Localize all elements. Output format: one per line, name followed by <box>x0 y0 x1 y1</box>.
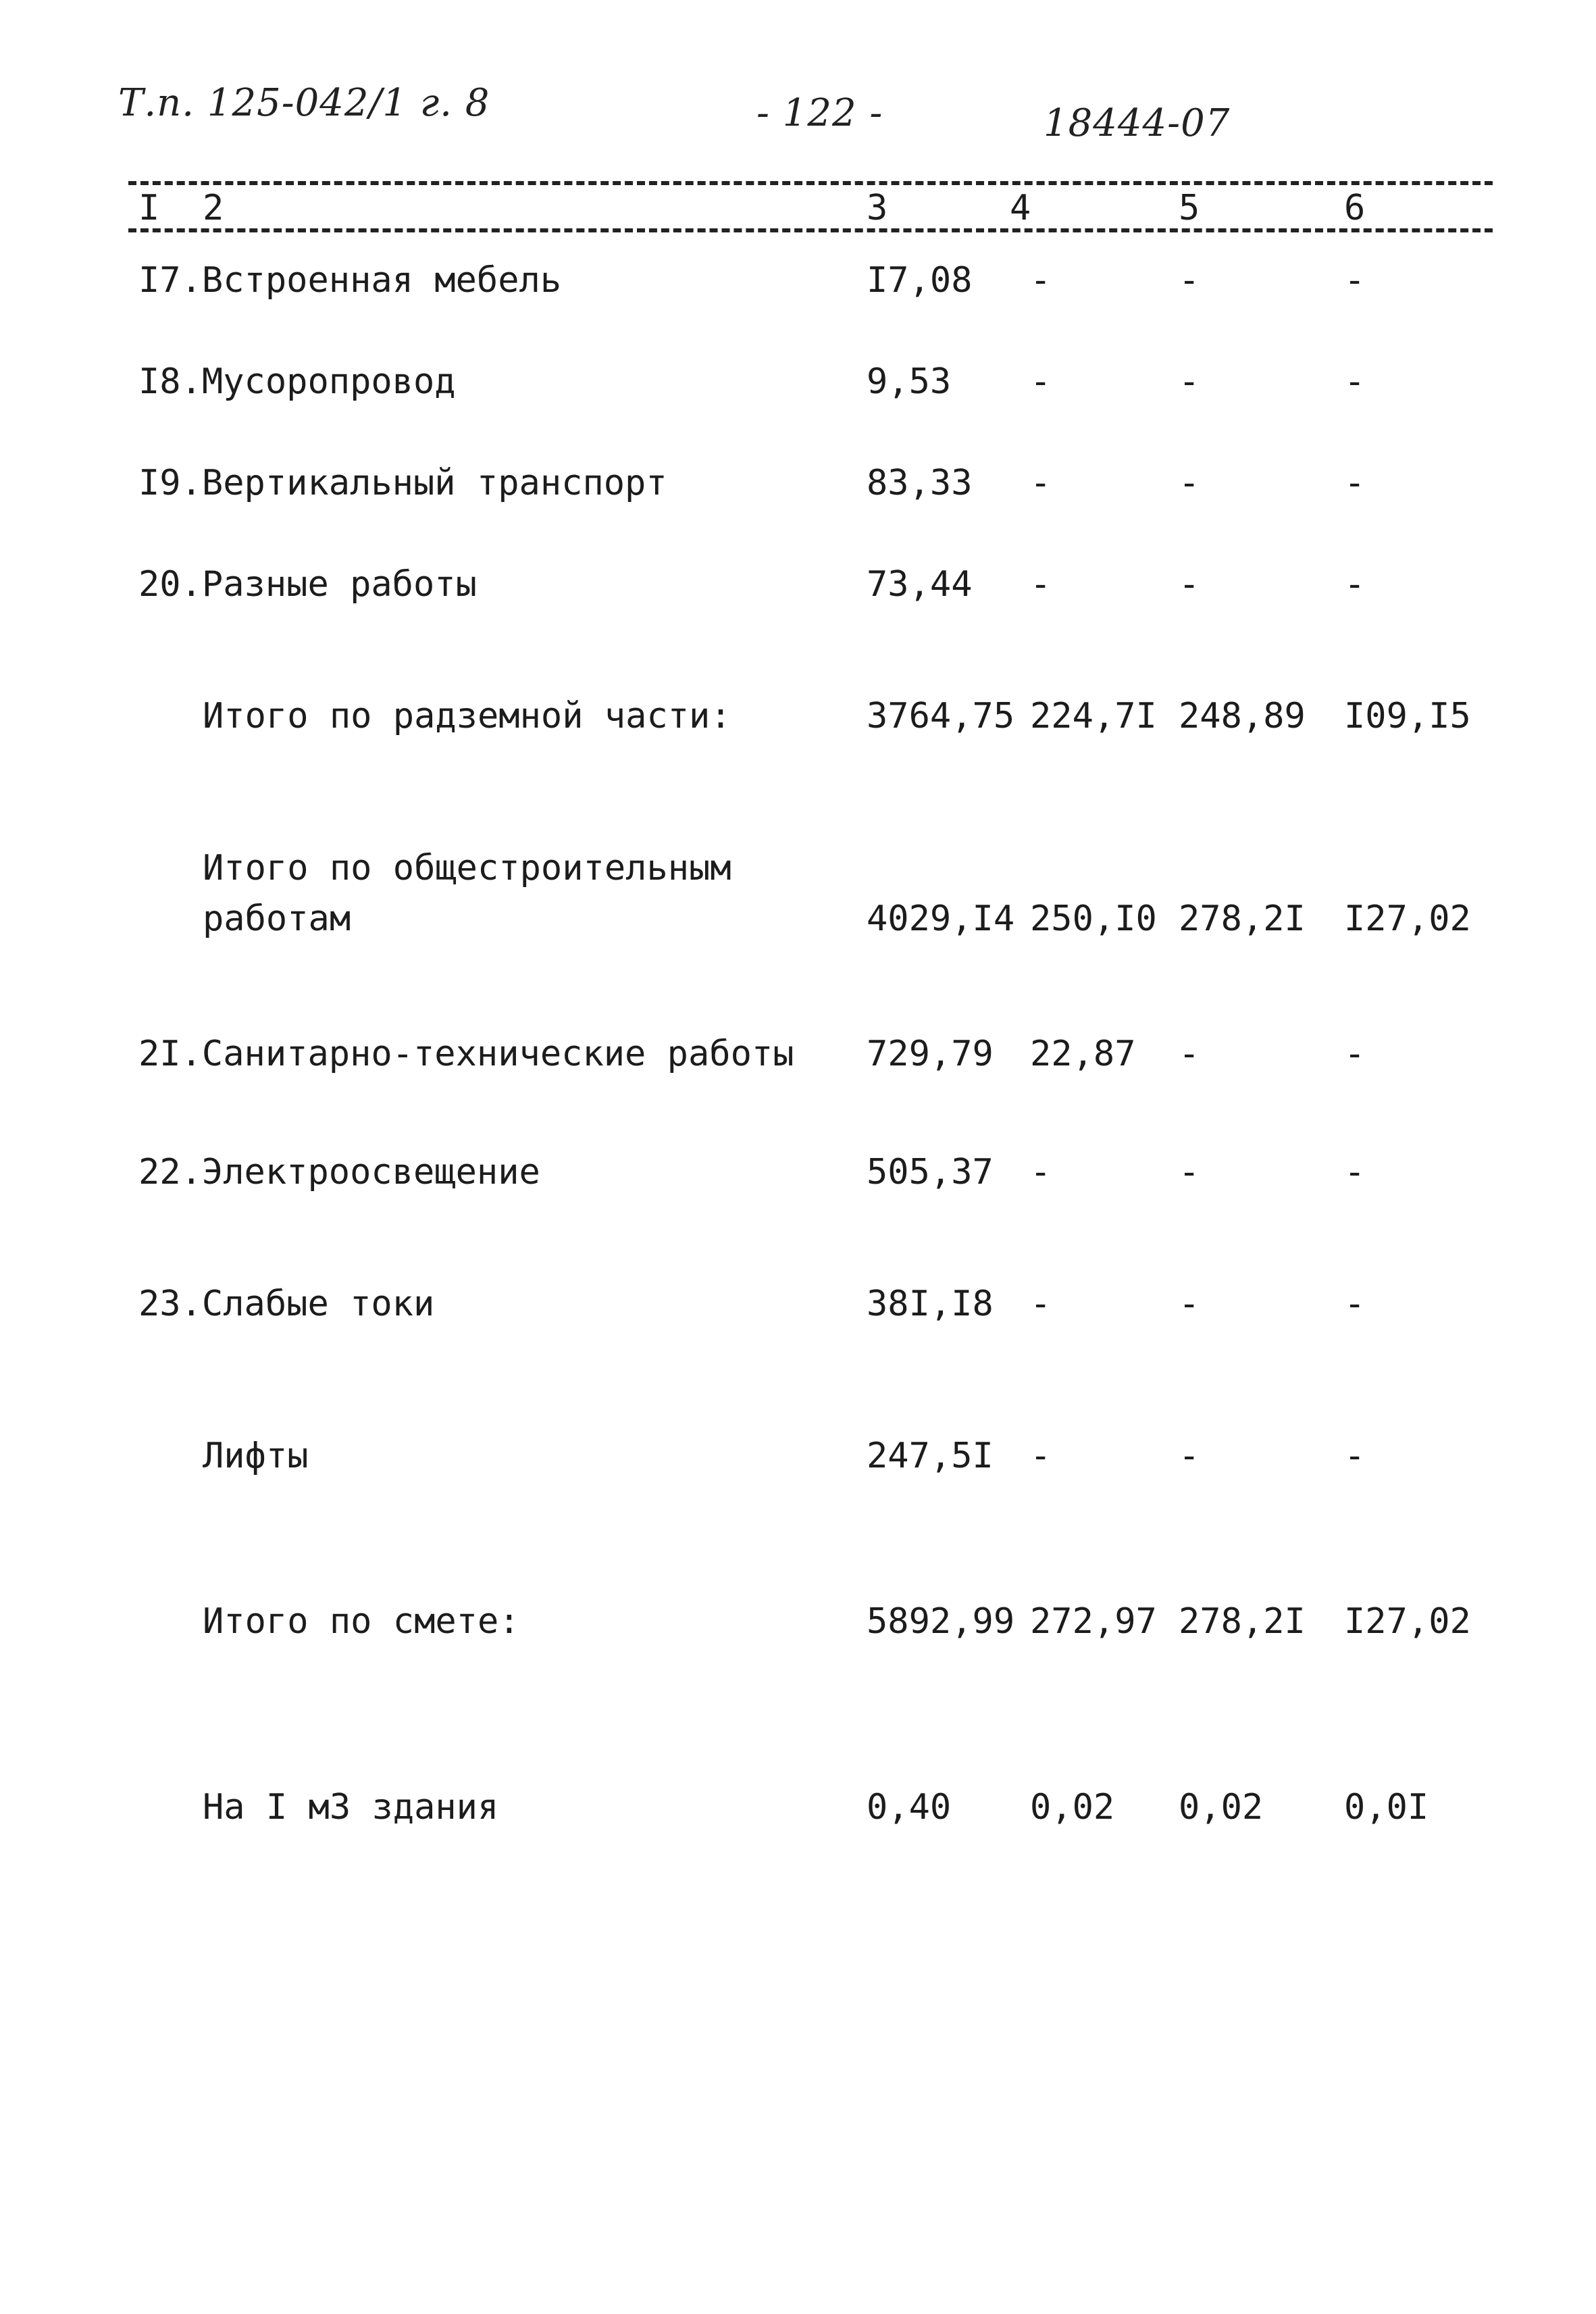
cell-col-6: - <box>1344 1436 1366 1476</box>
cell-col-6: - <box>1344 260 1366 301</box>
column-header-3: 3 <box>867 188 888 228</box>
column-header-1: I <box>138 188 160 228</box>
cell-col-3: 505,37 <box>867 1152 994 1192</box>
row-label: I7.Встроенная мебель <box>138 260 562 301</box>
row-label: Итого по смете: <box>203 1601 520 1642</box>
cell-col-4: - <box>1030 361 1052 402</box>
doc-code: Т.п. 125-042/1 г. 8 <box>118 81 490 125</box>
registration-number: 18444-07 <box>1044 101 1231 145</box>
column-header-5: 5 <box>1179 188 1200 228</box>
cell-col-6: I27,02 <box>1344 1601 1471 1642</box>
cell-col-4: - <box>1030 260 1052 301</box>
cell-col-4: 22,87 <box>1030 1034 1136 1074</box>
cell-col-4: 250,I0 <box>1030 899 1157 939</box>
cell-col-4: - <box>1030 564 1052 605</box>
cell-col-3: 38I,I8 <box>867 1284 994 1324</box>
row-label: Итого по радземной части: <box>203 696 731 736</box>
row-label: 23.Слабые токи <box>138 1284 435 1324</box>
cell-col-5: 278,2I <box>1179 899 1306 939</box>
cell-col-5: 278,2I <box>1179 1601 1306 1642</box>
cell-col-3: 73,44 <box>867 564 973 605</box>
header-rule-top <box>128 181 1493 185</box>
cell-col-5: - <box>1179 1436 1200 1476</box>
column-header-6: 6 <box>1344 188 1366 228</box>
cell-col-5: - <box>1179 564 1200 605</box>
cell-col-6: - <box>1344 1034 1366 1074</box>
cell-col-4: - <box>1030 1284 1052 1324</box>
header-rule-bottom <box>128 228 1493 232</box>
cell-col-6: I27,02 <box>1344 899 1471 939</box>
column-header-2: 2 <box>203 188 224 228</box>
row-label-line2: работам <box>203 899 351 939</box>
cell-col-6: - <box>1344 1284 1366 1324</box>
cell-col-6: I09,I5 <box>1344 696 1471 736</box>
cell-col-6: - <box>1344 463 1366 503</box>
cell-col-3: 0,40 <box>867 1787 952 1828</box>
row-label: 20.Разные работы <box>138 564 477 605</box>
cell-col-3: I7,08 <box>867 260 973 301</box>
row-label: 22.Электроосвещение <box>138 1152 540 1192</box>
cell-col-6: - <box>1344 564 1366 605</box>
cell-col-4: 224,7I <box>1030 696 1157 736</box>
cell-col-3: 247,5I <box>867 1436 994 1476</box>
row-label-line1: Итого по общестроительным <box>203 848 731 888</box>
cell-col-4: 272,97 <box>1030 1601 1157 1642</box>
cell-col-5: 248,89 <box>1179 696 1306 736</box>
cell-col-5: - <box>1179 1284 1200 1324</box>
row-label: I9.Вертикальный транспорт <box>138 463 667 503</box>
cell-col-6: 0,0I <box>1344 1787 1429 1828</box>
cell-col-5: 0,02 <box>1179 1787 1264 1828</box>
cell-col-3: 3764,75 <box>867 696 1015 736</box>
row-label: 2I.Санитарно-технические работы <box>138 1034 794 1074</box>
cell-col-3: 5892,99 <box>867 1601 1015 1642</box>
column-header-4: 4 <box>1010 188 1031 228</box>
cell-col-4: - <box>1030 1152 1052 1192</box>
cell-col-6: - <box>1344 1152 1366 1192</box>
cell-col-6: - <box>1344 361 1366 402</box>
cell-col-4: 0,02 <box>1030 1787 1115 1828</box>
row-label: I8.Мусоропровод <box>138 361 456 402</box>
page-number: - 122 - <box>756 91 883 135</box>
cell-col-5: - <box>1179 1152 1200 1192</box>
cell-col-3: 83,33 <box>867 463 973 503</box>
row-label: Лифты <box>203 1436 309 1476</box>
cell-col-5: - <box>1179 463 1200 503</box>
cell-col-5: - <box>1179 1034 1200 1074</box>
cell-col-5: - <box>1179 260 1200 301</box>
row-label: На I м3 здания <box>203 1787 499 1828</box>
cell-col-3: 4029,I4 <box>867 899 1015 939</box>
cell-col-4: - <box>1030 463 1052 503</box>
cell-col-3: 729,79 <box>867 1034 994 1074</box>
cell-col-4: - <box>1030 1436 1052 1476</box>
cell-col-3: 9,53 <box>867 361 952 402</box>
cell-col-5: - <box>1179 361 1200 402</box>
